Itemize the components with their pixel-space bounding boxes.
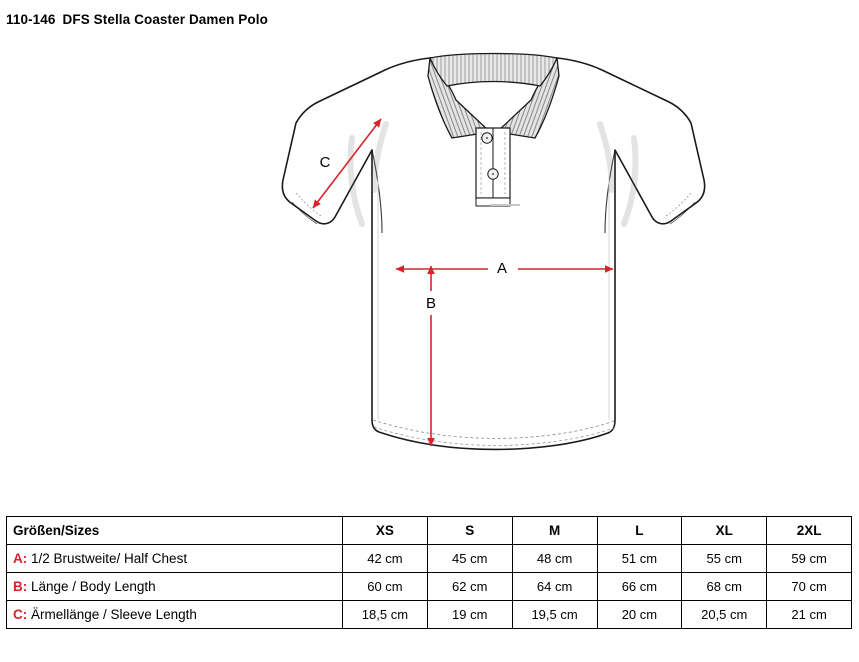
row-letter-c: C: — [13, 607, 28, 622]
table-header-sizes: Größen/Sizes — [7, 517, 343, 545]
article-name: DFS Stella Coaster Damen Polo — [62, 12, 268, 27]
cell-chest-2xl: 59 cm — [767, 545, 852, 573]
table-header-xs: XS — [343, 517, 428, 545]
cell-chest-m: 48 cm — [512, 545, 597, 573]
button-placket — [476, 128, 510, 206]
article-code: 110-146 — [6, 12, 56, 27]
table-header-row — [7, 517, 852, 545]
cell-length-s: 62 cm — [427, 573, 512, 601]
row-letter-a: A: — [13, 551, 28, 566]
table-header-xl: XL — [682, 517, 767, 545]
polo-shirt-outline — [282, 54, 704, 450]
table-header-s: S — [427, 517, 512, 545]
cell-sleeve-m: 19,5 cm — [512, 601, 597, 629]
row-label-chest — [7, 545, 343, 573]
table-row — [7, 573, 852, 601]
size-table — [6, 516, 852, 629]
cell-length-m: 64 cm — [512, 573, 597, 601]
cell-sleeve-l: 20 cm — [597, 601, 682, 629]
cell-sleeve-xs: 18,5 cm — [343, 601, 428, 629]
garment-diagram — [0, 28, 859, 503]
row-text-length: Länge / Body Length — [27, 579, 156, 594]
cell-sleeve-2xl: 21 cm — [767, 601, 852, 629]
row-text-chest: 1/2 Brustweite/ Half Chest — [27, 551, 188, 566]
table-row — [7, 545, 852, 573]
cell-chest-xl: 55 cm — [682, 545, 767, 573]
cell-chest-l: 51 cm — [597, 545, 682, 573]
cell-chest-xs: 42 cm — [343, 545, 428, 573]
measure-c-label: C — [319, 154, 331, 171]
table-header-m: M — [512, 517, 597, 545]
measure-b-label: B — [425, 295, 437, 312]
cell-chest-s: 45 cm — [427, 545, 512, 573]
cell-length-xs: 60 cm — [343, 573, 428, 601]
table-row — [7, 601, 852, 629]
row-label-length — [7, 573, 343, 601]
row-label-sleeve — [7, 601, 343, 629]
cell-sleeve-xl: 20,5 cm — [682, 601, 767, 629]
measure-a-label: A — [496, 260, 508, 277]
cell-length-l: 66 cm — [597, 573, 682, 601]
row-letter-b: B: — [13, 579, 28, 594]
row-text-sleeve: Ärmellänge / Sleeve Length — [27, 607, 197, 622]
table-header-2xl: 2XL — [767, 517, 852, 545]
page-title — [6, 12, 268, 27]
cell-length-2xl: 70 cm — [767, 573, 852, 601]
cell-sleeve-s: 19 cm — [427, 601, 512, 629]
table-header-l: L — [597, 517, 682, 545]
cell-length-xl: 68 cm — [682, 573, 767, 601]
